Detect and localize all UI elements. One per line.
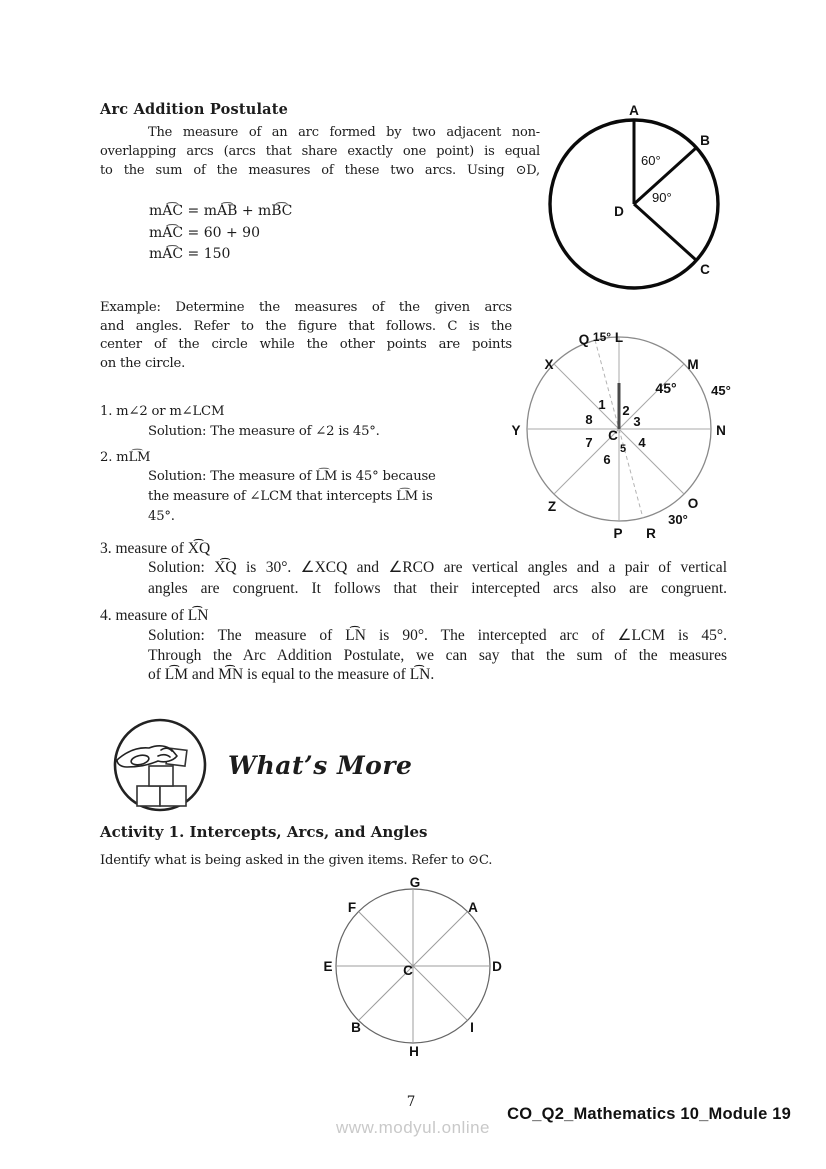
center-label-c: C — [608, 428, 618, 443]
hand-stacking-blocks-icon — [111, 716, 209, 814]
item-1-title: 1. m∠2 or m∠LCM — [100, 404, 225, 419]
center-label-d: D — [614, 204, 624, 219]
circle-d-figure — [545, 98, 745, 298]
activity-heading: Activity 1. Intercepts, Arcs, and Angles — [100, 823, 428, 841]
point-label-b: B — [351, 1020, 361, 1035]
paragraph-line: and angles. Refer to the figure that follows. C is the — [100, 318, 512, 334]
angle-number-8: 8 — [585, 412, 593, 427]
angle-number-4: 4 — [638, 435, 646, 450]
angle-label-60: 60° — [641, 153, 661, 168]
item-3-solution — [148, 558, 727, 599]
paragraph-line: to the sum of the measures of these two arcs. Using ⊙D, — [100, 163, 540, 178]
circle-c-activity-figure — [320, 875, 510, 1063]
solution-line: Solution: X͡Q is 30°. ∠XCQ and ∠RCO are vertical angles and a pair of vertical — [148, 559, 727, 576]
watermark: www.modyul.online — [336, 1118, 491, 1137]
solution-line: 45°. — [148, 509, 175, 524]
arc-label-30: 30° — [668, 512, 688, 527]
paragraph-line: on the circle. — [100, 355, 186, 371]
equation-line: mA͡C = 150 — [149, 246, 231, 262]
whats-more-heading: What’s More — [228, 751, 413, 780]
circle-c-example-figure — [505, 325, 740, 547]
point-label-n: N — [716, 423, 726, 438]
point-label-f: F — [347, 900, 357, 915]
point-label-q: Q — [578, 332, 590, 347]
item-2-solution — [148, 467, 436, 527]
point-label-z: Z — [547, 499, 557, 514]
point-label-i: I — [470, 1020, 474, 1035]
item-3-title: 3. measure of X͡Q — [100, 540, 211, 557]
solution-line: Solution: The measure of L͡N is 90°. The intercepted arc of ∠LCM is 45°. — [148, 627, 727, 644]
angle-number-3: 3 — [633, 414, 641, 429]
activity-instruction: Identify what is being asked in the given items. Refer to ⊙C. — [100, 853, 493, 868]
point-label-o: O — [687, 496, 699, 511]
angle-number-7: 7 — [585, 435, 593, 450]
point-label-a: A — [468, 900, 478, 915]
solution-line: of L͡M and M͡N is equal to the measure of L͡N. — [148, 666, 435, 683]
point-label-c: C — [700, 262, 710, 277]
item-4-solution — [148, 626, 727, 685]
solution-line: Through the Arc Addition Postulate, we can say that the sum of the measures — [148, 646, 727, 664]
dashed-ray-cq — [595, 340, 619, 429]
footer-module-label: CO_Q2_Mathematics 10_Module 19 — [507, 1105, 791, 1123]
solution-line: angles are congruent. It follows that their intercepted arcs also are congruent. — [148, 579, 727, 597]
point-label-m: M — [687, 357, 699, 372]
point-label-l: L — [614, 330, 624, 345]
example-paragraph — [100, 299, 512, 373]
solution-line: the measure of ∠LCM that intercepts L͡M is — [148, 489, 433, 504]
point-label-e: E — [323, 959, 333, 974]
arc-label-15: 15° — [592, 330, 612, 344]
point-label-b: B — [700, 133, 710, 148]
point-label-h: H — [409, 1044, 419, 1059]
item-4-title: 4. measure of L͡N — [100, 607, 209, 624]
solution-line: Solution: The measure of L͡M is 45° because — [148, 469, 436, 484]
point-label-y: Y — [511, 423, 521, 438]
item-1-solution: Solution: The measure of ∠2 is 45°. — [148, 424, 380, 439]
paragraph-line: overlapping arcs (arcs that share exactly one point) is equal — [100, 144, 540, 159]
section-heading-arc-addition-postulate: Arc Addition Postulate — [100, 101, 289, 118]
paragraph-line: The measure of an arc formed by two adjacent non- — [148, 125, 540, 140]
point-label-g: G — [409, 875, 421, 890]
angle-number-1: 1 — [598, 397, 606, 412]
equation-line: mA͡C = mA͡B + mB͡C — [149, 203, 293, 219]
arc-addition-equations — [149, 201, 292, 266]
point-label-p: P — [613, 526, 623, 541]
radius-dc — [634, 204, 696, 260]
center-label-c: C — [403, 963, 413, 978]
paragraph-line: center of the circle while the other points are points — [100, 337, 512, 353]
angle-number-2: 2 — [622, 403, 630, 418]
angle-label-90: 90° — [652, 190, 672, 205]
item-2-title: 2. mL͡M — [100, 450, 151, 465]
point-label-r: R — [646, 526, 656, 541]
paragraph-line: Example: Determine the measures of the given arcs — [100, 300, 512, 315]
angle-number-5: 5 — [619, 443, 627, 455]
angle-label-45-inner: 45° — [655, 380, 677, 396]
page-number: 7 — [406, 1094, 416, 1110]
point-label-x: X — [544, 357, 554, 372]
point-label-d: D — [492, 959, 502, 974]
point-label-a: A — [629, 103, 639, 118]
arc-postulate-paragraph — [100, 123, 540, 180]
angle-number-6: 6 — [603, 452, 611, 467]
arc-label-45-outer: 45° — [711, 383, 731, 398]
equation-line: mA͡C = 60 + 90 — [149, 224, 260, 241]
